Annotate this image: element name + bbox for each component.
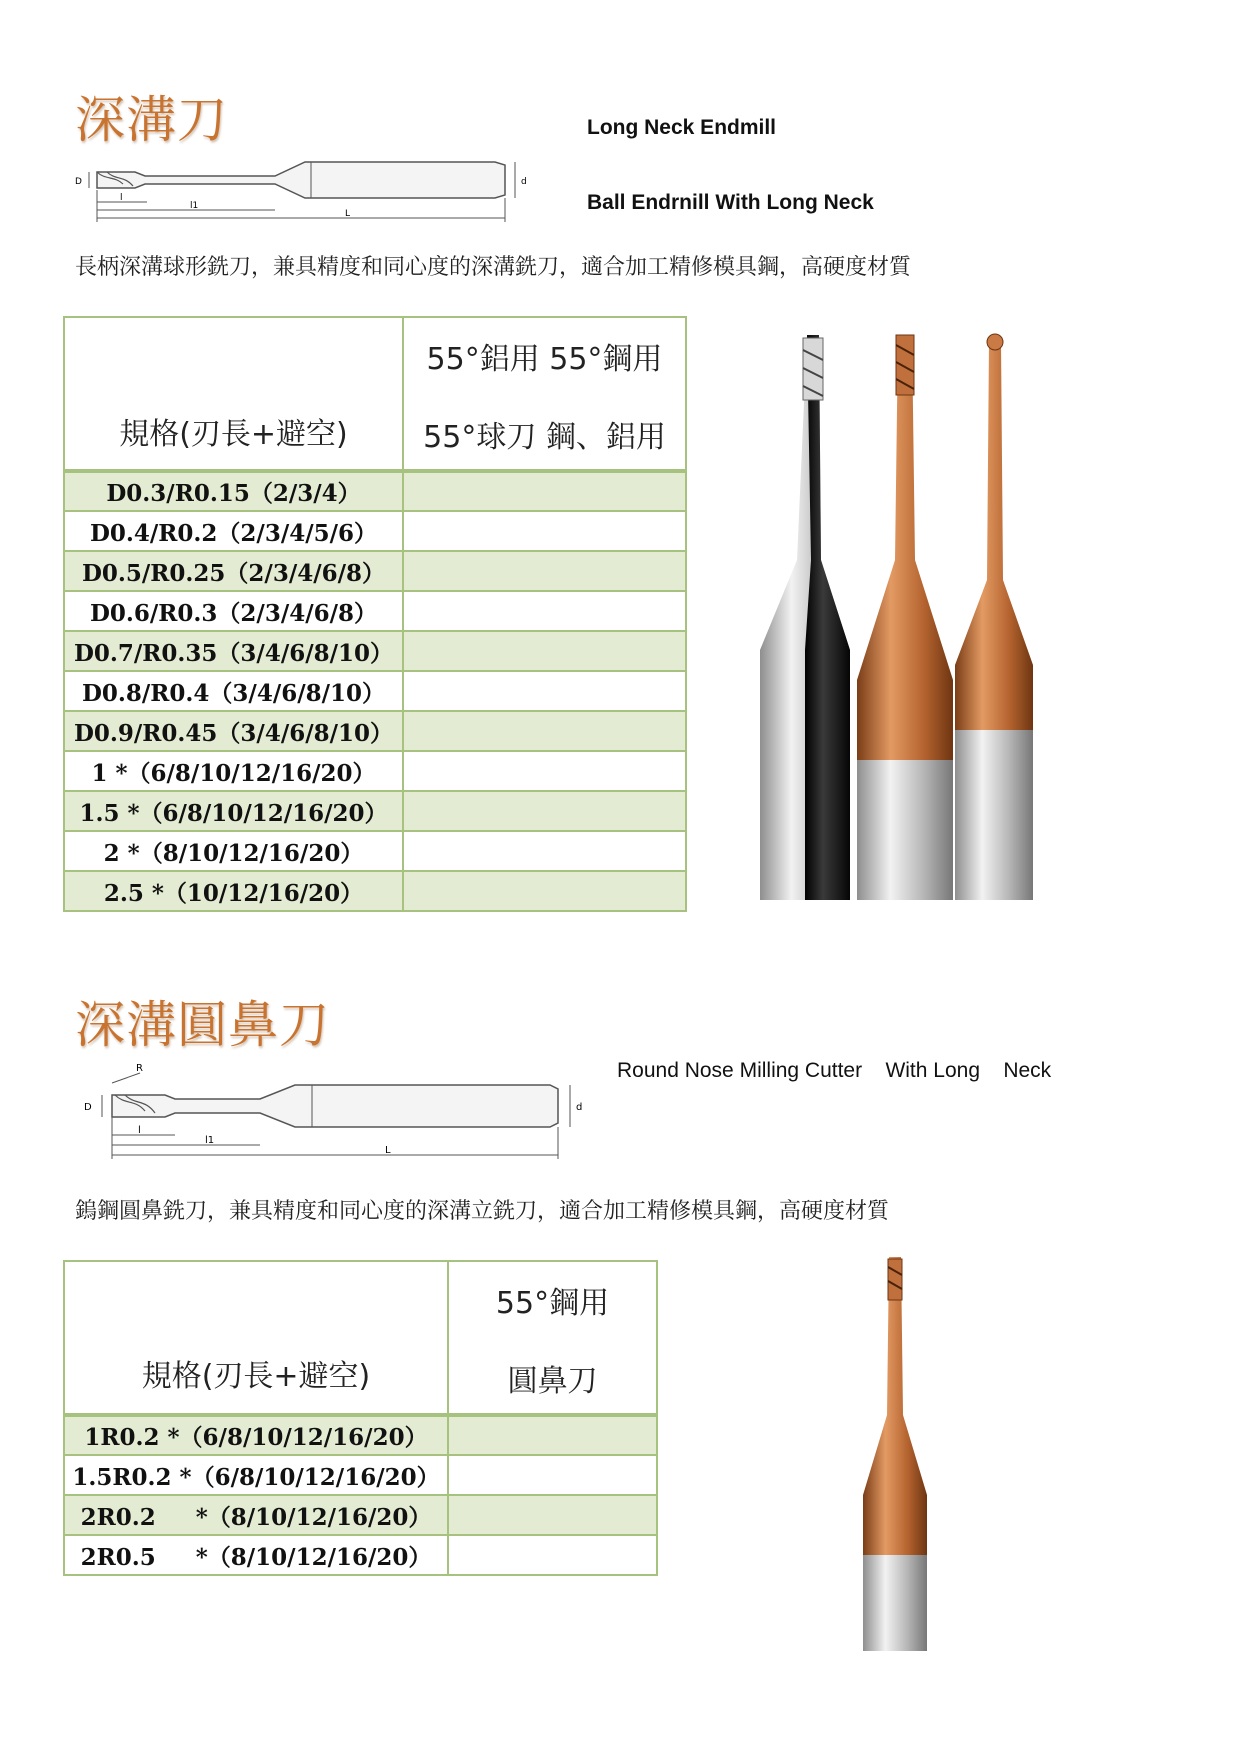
table-cell-empty — [403, 671, 686, 711]
long-neck-endmill-drawing — [75, 150, 535, 225]
table-row: D0.6/R0.3（2/3/4/6/8） — [64, 591, 403, 631]
table-cell-empty — [403, 591, 686, 631]
long-neck-endmill-photo — [755, 320, 1075, 905]
table-cell-empty — [403, 791, 686, 831]
table-cell-empty — [403, 471, 686, 511]
table-row: 2 *（8/10/12/16/20） — [64, 831, 403, 871]
section2-english-line: Round Nose Milling Cutter With Long Neck — [617, 1059, 1052, 1082]
drawing-label-l: l — [120, 193, 123, 203]
drawing-label-R: R — [136, 1063, 143, 1074]
table-cell-empty — [403, 511, 686, 551]
spec-header-left-text: 規格(刃長+避空) — [141, 1359, 371, 1394]
spec-header-left — [64, 317, 403, 471]
table-row: 1 *（6/8/10/12/16/20） — [64, 751, 403, 791]
drawing-label-l1: l1 — [205, 1135, 215, 1146]
table-row: D0.8/R0.4（3/4/6/8/10） — [64, 671, 403, 711]
table-row: 2R0.2 *（8/10/12/16/20） — [64, 1495, 448, 1535]
spec-header-left-text: 規格(刃長+避空) — [119, 417, 348, 452]
section1-spec-table — [63, 316, 687, 912]
table-row: 2R0.5 *（8/10/12/16/20） — [64, 1535, 448, 1575]
round-nose-cutter-photo — [855, 1255, 935, 1655]
round-nose-cutter-drawing — [80, 1055, 600, 1165]
table-row: D0.3/R0.15（2/3/4） — [64, 471, 403, 511]
table-cell-empty — [403, 551, 686, 591]
section1-title: 深溝刀 — [75, 91, 228, 149]
table-cell-empty — [403, 631, 686, 671]
section2-spec-table — [63, 1260, 658, 1576]
endmill-black-silver — [760, 335, 850, 900]
endmill-copper-ball — [955, 334, 1033, 900]
table-row: D0.9/R0.45（3/4/6/8/10） — [64, 711, 403, 751]
table-row: D0.4/R0.2（2/3/4/5/6） — [64, 511, 403, 551]
section2-description: 鎢鋼圓鼻銑刀，兼具精度和同心度的深溝立銑刀，適合加工精修模具鋼，高硬度材質 — [75, 1199, 890, 1224]
spec-header-right-line1: 55°鋼用 — [495, 1286, 610, 1321]
table-row: D0.7/R0.35（3/4/6/8/10） — [64, 631, 403, 671]
table-row: D0.5/R0.25（2/3/4/6/8） — [64, 551, 403, 591]
endmill-copper-center — [857, 335, 953, 900]
drawing-label-d: d — [576, 1102, 583, 1113]
spec-header-right — [448, 1261, 657, 1415]
spec-header-right-line1: 55°鋁用 55°鋼用 — [426, 342, 663, 377]
table-row: 1.5R0.2 *（6/8/10/12/16/20） — [64, 1455, 448, 1495]
section1-description: 長柄深溝球形銑刀，兼具精度和同心度的深溝銑刀，適合加工精修模具鋼，高硬度材質 — [75, 255, 912, 280]
table-row: 1.5 *（6/8/10/12/16/20） — [64, 791, 403, 831]
table-cell-empty — [448, 1535, 657, 1575]
drawing-label-L: L — [345, 209, 351, 219]
table-cell-empty — [448, 1455, 657, 1495]
spec-header-right-line2: 圓鼻刀 — [507, 1364, 598, 1399]
drawing-label-l: l — [138, 1125, 141, 1136]
table-row: 1R0.2 *（6/8/10/12/16/20） — [64, 1415, 448, 1455]
drawing-label-D: D — [75, 177, 82, 187]
spec-header-left — [64, 1261, 448, 1415]
table-cell-empty — [403, 711, 686, 751]
spec-header-right — [403, 317, 686, 471]
table-cell-empty — [403, 871, 686, 911]
spec-header-right-line2: 55°球刀 鋼、鋁用 — [423, 420, 666, 455]
table-row: 2.5 *（10/12/16/20） — [64, 871, 403, 911]
section1-english-line1: Long Neck Endmill — [587, 116, 777, 139]
table-cell-empty — [403, 831, 686, 871]
section1-english-line2: Ball Endrnill With Long Neck — [587, 191, 874, 214]
drawing-label-d: d — [521, 177, 527, 187]
table-cell-empty — [448, 1415, 657, 1455]
drawing-label-L: L — [385, 1145, 391, 1156]
drawing-label-l1: l1 — [190, 201, 199, 211]
table-cell-empty — [403, 751, 686, 791]
section2-title: 深溝圓鼻刀 — [75, 996, 330, 1054]
drawing-label-D: D — [84, 1102, 92, 1113]
table-cell-empty — [448, 1495, 657, 1535]
